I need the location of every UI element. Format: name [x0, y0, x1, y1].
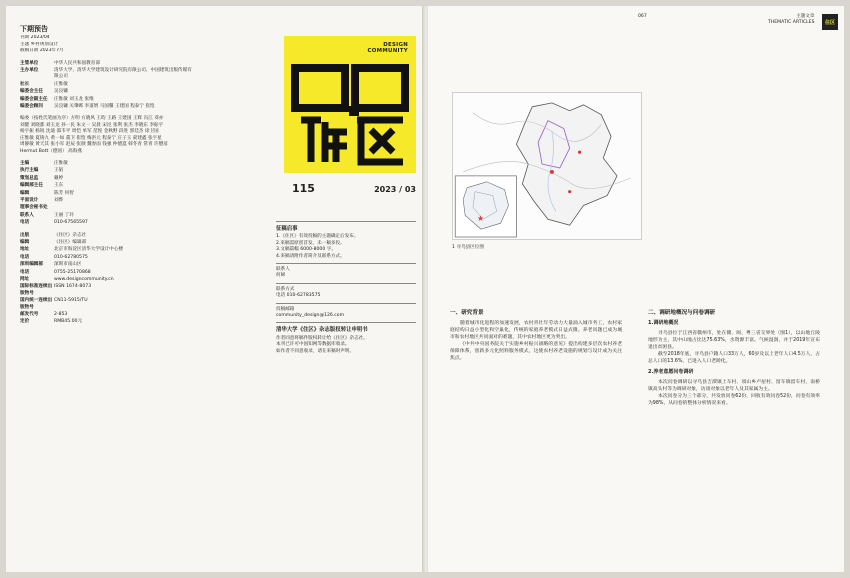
masthead-column	[20, 26, 195, 327]
cover-brand	[368, 42, 408, 54]
publishing-value: CN11-5915/TU	[54, 298, 88, 304]
editorial-value: 王丽 丁玲	[54, 212, 74, 218]
masthead-row	[20, 61, 195, 67]
article-left-column	[450, 308, 622, 362]
masthead-row	[20, 82, 195, 88]
editorial-row	[20, 176, 195, 182]
masthead-row	[20, 97, 195, 103]
cover-logo-graphic	[291, 62, 409, 166]
issue-date: 2023 / 03	[374, 185, 416, 194]
contact-email: community_design@126.com	[276, 313, 345, 319]
subsection-heading: 2.养老意愿问卷调研	[648, 369, 694, 375]
article-paragraph: 随着城市化进程的加速发展，农村青壮年劳动力大量涌入城市务工，农村家庭结构日益小型化和空巢化，传统的家庭养老模式日益式微。养老问题已成为城市和农村地区共同面对的难题，其中农村地区更为突出。	[450, 321, 622, 340]
editorial-row	[20, 205, 195, 211]
masthead-value: 中华人民共和国教育部	[54, 60, 100, 66]
cover-brand-line: COMMUNITY	[367, 48, 408, 54]
contact-email-label: 投稿邮箱	[276, 306, 295, 312]
publishing-value: RMB45.00元	[54, 319, 83, 325]
publishing-row	[20, 298, 195, 311]
divider	[276, 263, 416, 264]
publishing-key: 国内统一连续出版物号	[20, 298, 53, 310]
left-page	[6, 6, 424, 572]
masthead-row	[20, 68, 195, 81]
call-for-papers-column	[276, 218, 416, 355]
editors-line: Hermut Bott（德国） 高海燕	[20, 148, 82, 154]
contact-phone: 电话 010-62783575	[276, 293, 321, 299]
section-label-block	[768, 14, 815, 26]
editorial-value: 王韬	[54, 168, 64, 174]
editors-line: 刘健 刘晓都 刘玉龙 孙一民 朱文一 吴晨 宋昆 张利 张杰 李晓东 李振宇	[20, 122, 164, 128]
cover-brand-line: DESIGN	[383, 42, 408, 48]
location-map	[452, 92, 642, 240]
publishing-value: 北京市海淀区清华大学设计中心楼	[54, 247, 123, 253]
next-issue-line: 刊期 2023/04	[20, 35, 50, 41]
editorial-key: 电话	[20, 220, 30, 226]
editorial-value: 戴婷	[54, 175, 64, 181]
masthead-key: 编委会副主任	[20, 96, 48, 102]
editorial-row	[20, 183, 195, 189]
right-page	[428, 6, 844, 572]
publishing-row	[20, 277, 195, 283]
article-paragraph: 寻乌县位于江西省赣州市，处在赣、闽、粤三省交界处（图1），以山地丘陵地形为主，其中山地占比达75.63%，水资源丰富。气候湿润，并于2019年宣布退出贫困县。	[648, 331, 820, 350]
publishing-row	[20, 312, 195, 318]
call-for-papers-line: 1.《住区》有效投稿的主题确定后发布。	[276, 234, 359, 240]
editorial-row	[20, 191, 195, 197]
editorial-key: 主编	[20, 160, 30, 166]
publishing-row	[20, 255, 195, 261]
divider	[276, 221, 416, 222]
publishing-row	[20, 240, 195, 246]
publishing-row	[20, 270, 195, 276]
masthead-value: 吴良镛	[54, 89, 68, 95]
editorial-value: 陈芳 何智	[54, 190, 74, 196]
section-heading: 一、研究背景	[450, 310, 484, 316]
divider	[276, 303, 416, 304]
copyright-line: 本刊已许可中国知网等数据库收录。	[276, 342, 350, 348]
masthead-key: 社长	[20, 81, 30, 87]
editorial-key: 联系人	[20, 212, 34, 218]
issue-number: 115	[292, 182, 315, 195]
masthead-value: 吴良镛 关肇邺 李道增 马国馨 王建国 程泰宁 崔愷	[54, 104, 155, 110]
next-issue-title: 下期预告	[20, 25, 48, 33]
editors-line: 编委（按姓氏笔画为序）方明 方晓风 王昀 王路 王建国 王辉 冯江 邓亦	[20, 116, 164, 122]
publishing-key: 地址	[20, 247, 30, 253]
editorial-value	[54, 205, 195, 211]
publishing-key: 编辑	[20, 239, 30, 245]
publishing-key: 网址	[20, 277, 30, 282]
publishing-key: 国际标准连续出版物号	[20, 284, 53, 296]
contact-person: 何婦	[276, 273, 286, 279]
masthead-key: 主管单位	[20, 60, 39, 66]
publishing-list	[20, 233, 195, 326]
masthead-list	[20, 61, 195, 111]
publishing-row	[20, 319, 195, 325]
section-heading: 二、调研地概况与问卷调研	[648, 310, 716, 316]
section-label-en: THEMATIC ARTICLES	[768, 20, 815, 25]
publishing-key: 出版	[20, 232, 30, 238]
divider	[276, 283, 416, 284]
editorial-value: 庄惟敏	[54, 160, 68, 166]
journal-logo-badge: 住区	[822, 14, 838, 30]
divider	[276, 322, 416, 323]
publishing-value: 《住区》编辑部	[54, 239, 87, 245]
editorial-row	[20, 161, 195, 167]
publishing-row	[20, 262, 195, 268]
masthead-row	[20, 104, 195, 110]
editorial-key: 理事会秘书处	[20, 205, 48, 211]
publishing-value: www.designcommunity.cn	[54, 277, 114, 282]
publishing-row	[20, 247, 195, 253]
publishing-key: 深圳编辑部	[20, 262, 43, 268]
page-number: 067	[638, 14, 647, 19]
section-label: 主题文章	[796, 14, 815, 19]
contact-person-label: 联系人	[276, 267, 290, 273]
editorial-row	[20, 213, 195, 219]
call-for-papers-line: 4.来稿请附作者简介及联系方式。	[276, 253, 345, 259]
contact-phone-label: 联系方式	[276, 286, 295, 292]
editorial-list	[20, 161, 195, 227]
copyright-line: 如作者不同意收录，请在来稿时声明。	[276, 348, 355, 354]
editorial-key: 平面设计	[20, 197, 39, 203]
publishing-row	[20, 233, 195, 239]
editors-line: 周静敏 黄天其 张小军 赵辰 张颀 魏春雨 钱强 仲德崑 韩冬青 常青 许懋彦	[20, 142, 168, 148]
masthead-key: 编委会顾问	[20, 104, 43, 110]
masthead-key: 主办单位	[20, 68, 39, 74]
article-paragraph: 本次问卷调研以寻乌县吉潭镇上车村、项山乡卢屋村、留车镇留车村、南桥镇高头村等为调研对象，访谈对象以老年人及其家属为主。	[648, 380, 820, 392]
svg-text:★: ★	[476, 214, 485, 224]
copyright-line: 作者同意将稿件版权转让给《住区》杂志社。	[276, 335, 368, 341]
publishing-value: ISSN 1674-8073	[54, 284, 92, 290]
next-issue-line: 截稿日期 2023年7月	[20, 48, 64, 54]
publishing-value: 2-853	[54, 312, 68, 318]
copyright-title: 清华大学《住区》杂志版权转让申明书	[276, 327, 368, 334]
editorial-key: 执行主编	[20, 168, 39, 174]
subsection-heading: 1.调研地概况	[648, 320, 679, 326]
editorial-row	[20, 198, 195, 204]
editorial-row	[20, 220, 195, 226]
issue-line	[292, 182, 416, 195]
editorial-key: 策划总监	[20, 175, 39, 181]
journal-cover	[284, 36, 416, 173]
editorial-value: 王东	[54, 183, 64, 189]
publishing-key: 定价	[20, 319, 30, 325]
masthead-key: 编委会主任	[20, 89, 43, 95]
call-for-papers-title: 征稿启事	[276, 226, 298, 232]
editorial-value: 010-67565597	[54, 220, 88, 226]
publishing-value: 010-62780575	[54, 254, 88, 260]
editorial-key: 编辑部主任	[20, 183, 43, 189]
publishing-value: 0755-25170868	[54, 269, 91, 275]
call-for-papers-line: 3.文稿篇幅 6000-8000 字。	[276, 247, 336, 253]
masthead-value: 庄惟敏	[54, 81, 68, 87]
article-paragraph: 《中共中央国务院关于实施乡村振兴战略的意见》提出构建多层次农村养老保障体系，创新多元化照料服务模式，这使农村养老设施的规划与设计成为关注焦点。	[450, 342, 622, 361]
masthead-value: 庄惟敏 刘玉龙 张维	[54, 96, 94, 102]
editors-line: 杨宇振 杨锐 沈迪 邵韦平 周恺 单军 范悦 金秋野 段进 郭廷杰 徐卫国	[20, 129, 159, 135]
call-for-papers-line: 2.来稿需原创首发，未一稿多投。	[276, 240, 345, 246]
editorial-value: 刘烨	[54, 197, 64, 203]
editors-line: 庄惟敏 夏铸九 黄一如 董卫 崔愷 梅洪元 程泰宁 庄子玉 聂建鑫 张宇星	[20, 135, 162, 141]
editors-block	[20, 116, 195, 154]
masthead-value: 清华大学、清华大学建筑设计研究院有限公司、中国建筑出版传媒有限公司	[54, 68, 192, 80]
next-issue-line: 主题 乡村规划设计	[20, 41, 59, 47]
map-caption: 1 寻乌县区位图	[452, 245, 484, 250]
publishing-key: 电话	[20, 269, 30, 275]
editorial-row	[20, 168, 195, 174]
publishing-value: 深圳市南山区	[54, 262, 82, 268]
article-right-column	[648, 308, 820, 407]
masthead-row	[20, 89, 195, 95]
publishing-key: 电话	[20, 254, 30, 260]
article-paragraph: 本次问卷分为三个部分，共发放问卷62份，回收有效问卷52份，问卷有效率为98%，从问卷的整体分析情况来看。	[648, 394, 820, 406]
publishing-value: 《住区》杂志社	[54, 232, 87, 238]
publishing-key: 邮发代号	[20, 312, 39, 318]
editorial-key: 编辑	[20, 190, 30, 196]
article-paragraph: 截至2018年底，寻乌县户籍人口33万人，60岁及以上老年人口4.5万人，占总人口的13.6%，已进入人口老龄化。	[648, 352, 820, 364]
publishing-row	[20, 284, 195, 297]
